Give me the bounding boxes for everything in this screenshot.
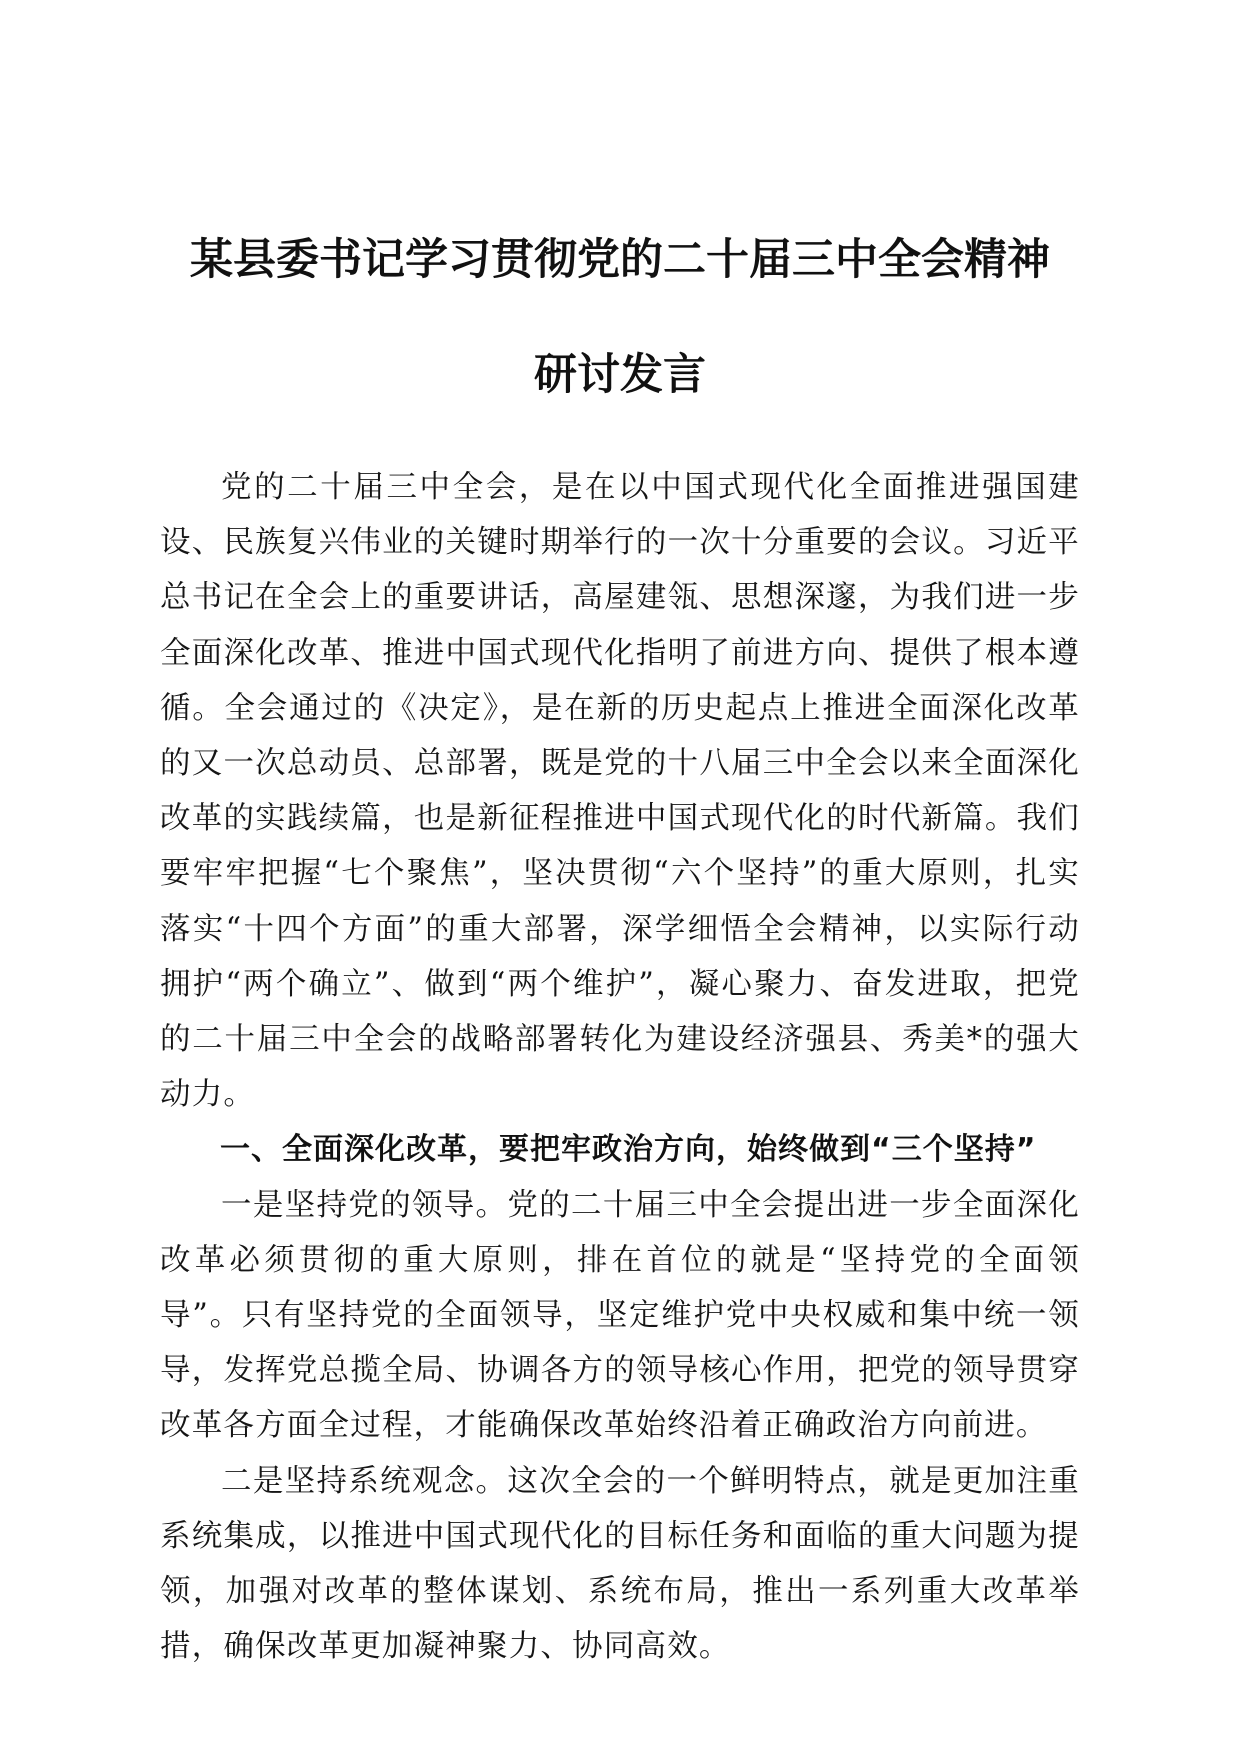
intro-paragraph: 党的二十届三中全会，是在以中国式现代化全面推进强国建设、民族复兴伟业的关键时期举行的一次十分重要的会议。习近平总书记在全会上的重要讲话，高屋建瓴、思想深邃，为我们进一步全面深化改革、推进中国式现代化指明了前进方向、提供了根本遵循。全会通过的《决定》，是在新的历史起点上推进全面深化改革的又一次总动员、总部署，既是党的十八届三中全会以来全面深化改革的实践续篇，也是新征程推进中国式现代化的时代新篇。我们要牢牢把握“七个聚焦”，坚决贯彻“六个坚持”的重大原则，扎实落实“十四个方面”的重大部署，深学细悟全会精神，以实际行动拥护“两个确立”、做到“两个维护”，凝心聚力、奋发进取，把党的二十届三中全会的战略部署转化为建设经济强县、秀美*的强大动力。 xyxy=(160,470,1080,1113)
point-1-lead: 一是坚持党的领导。 xyxy=(221,1187,508,1223)
point-2-lead: 二是坚持系统观念。 xyxy=(221,1463,508,1499)
document-page xyxy=(160,0,1080,1754)
point-1-paragraph xyxy=(160,1178,1080,1454)
document-body xyxy=(160,460,1080,1674)
document-title-line-1: 某县委书记学习贯彻党的二十届三中全会精神 xyxy=(190,235,1050,285)
point-2-paragraph xyxy=(160,1454,1080,1675)
point-2-body: 这次全会的一个鲜明特点，就是更加注重系统集成，以推进中国式现代化的目标任务和面临的重大问题为提领，加强对改革的整体谋划、系统布局，推出一系列重大改革举措，确保改革更加凝神聚力、协同高效。 xyxy=(160,1463,1080,1665)
document-title-line-2: 研讨发言 xyxy=(534,350,706,400)
point-1-body: 党的二十届三中全会提出进一步全面深化改革必须贯彻的重大原则，排在首位的就是“坚持党的全面领导”。只有坚持党的全面领导，坚定维护党中央权威和集中统一领导，发挥党总揽全局、协调各方的领导核心作用，把党的领导贯穿改革各方面全过程，才能确保改革始终沿着正确政治方向前进。 xyxy=(160,1187,1080,1444)
section-heading-1: 一、全面深化改革，要把牢政治方向，始终做到“三个坚持” xyxy=(220,1132,1037,1168)
